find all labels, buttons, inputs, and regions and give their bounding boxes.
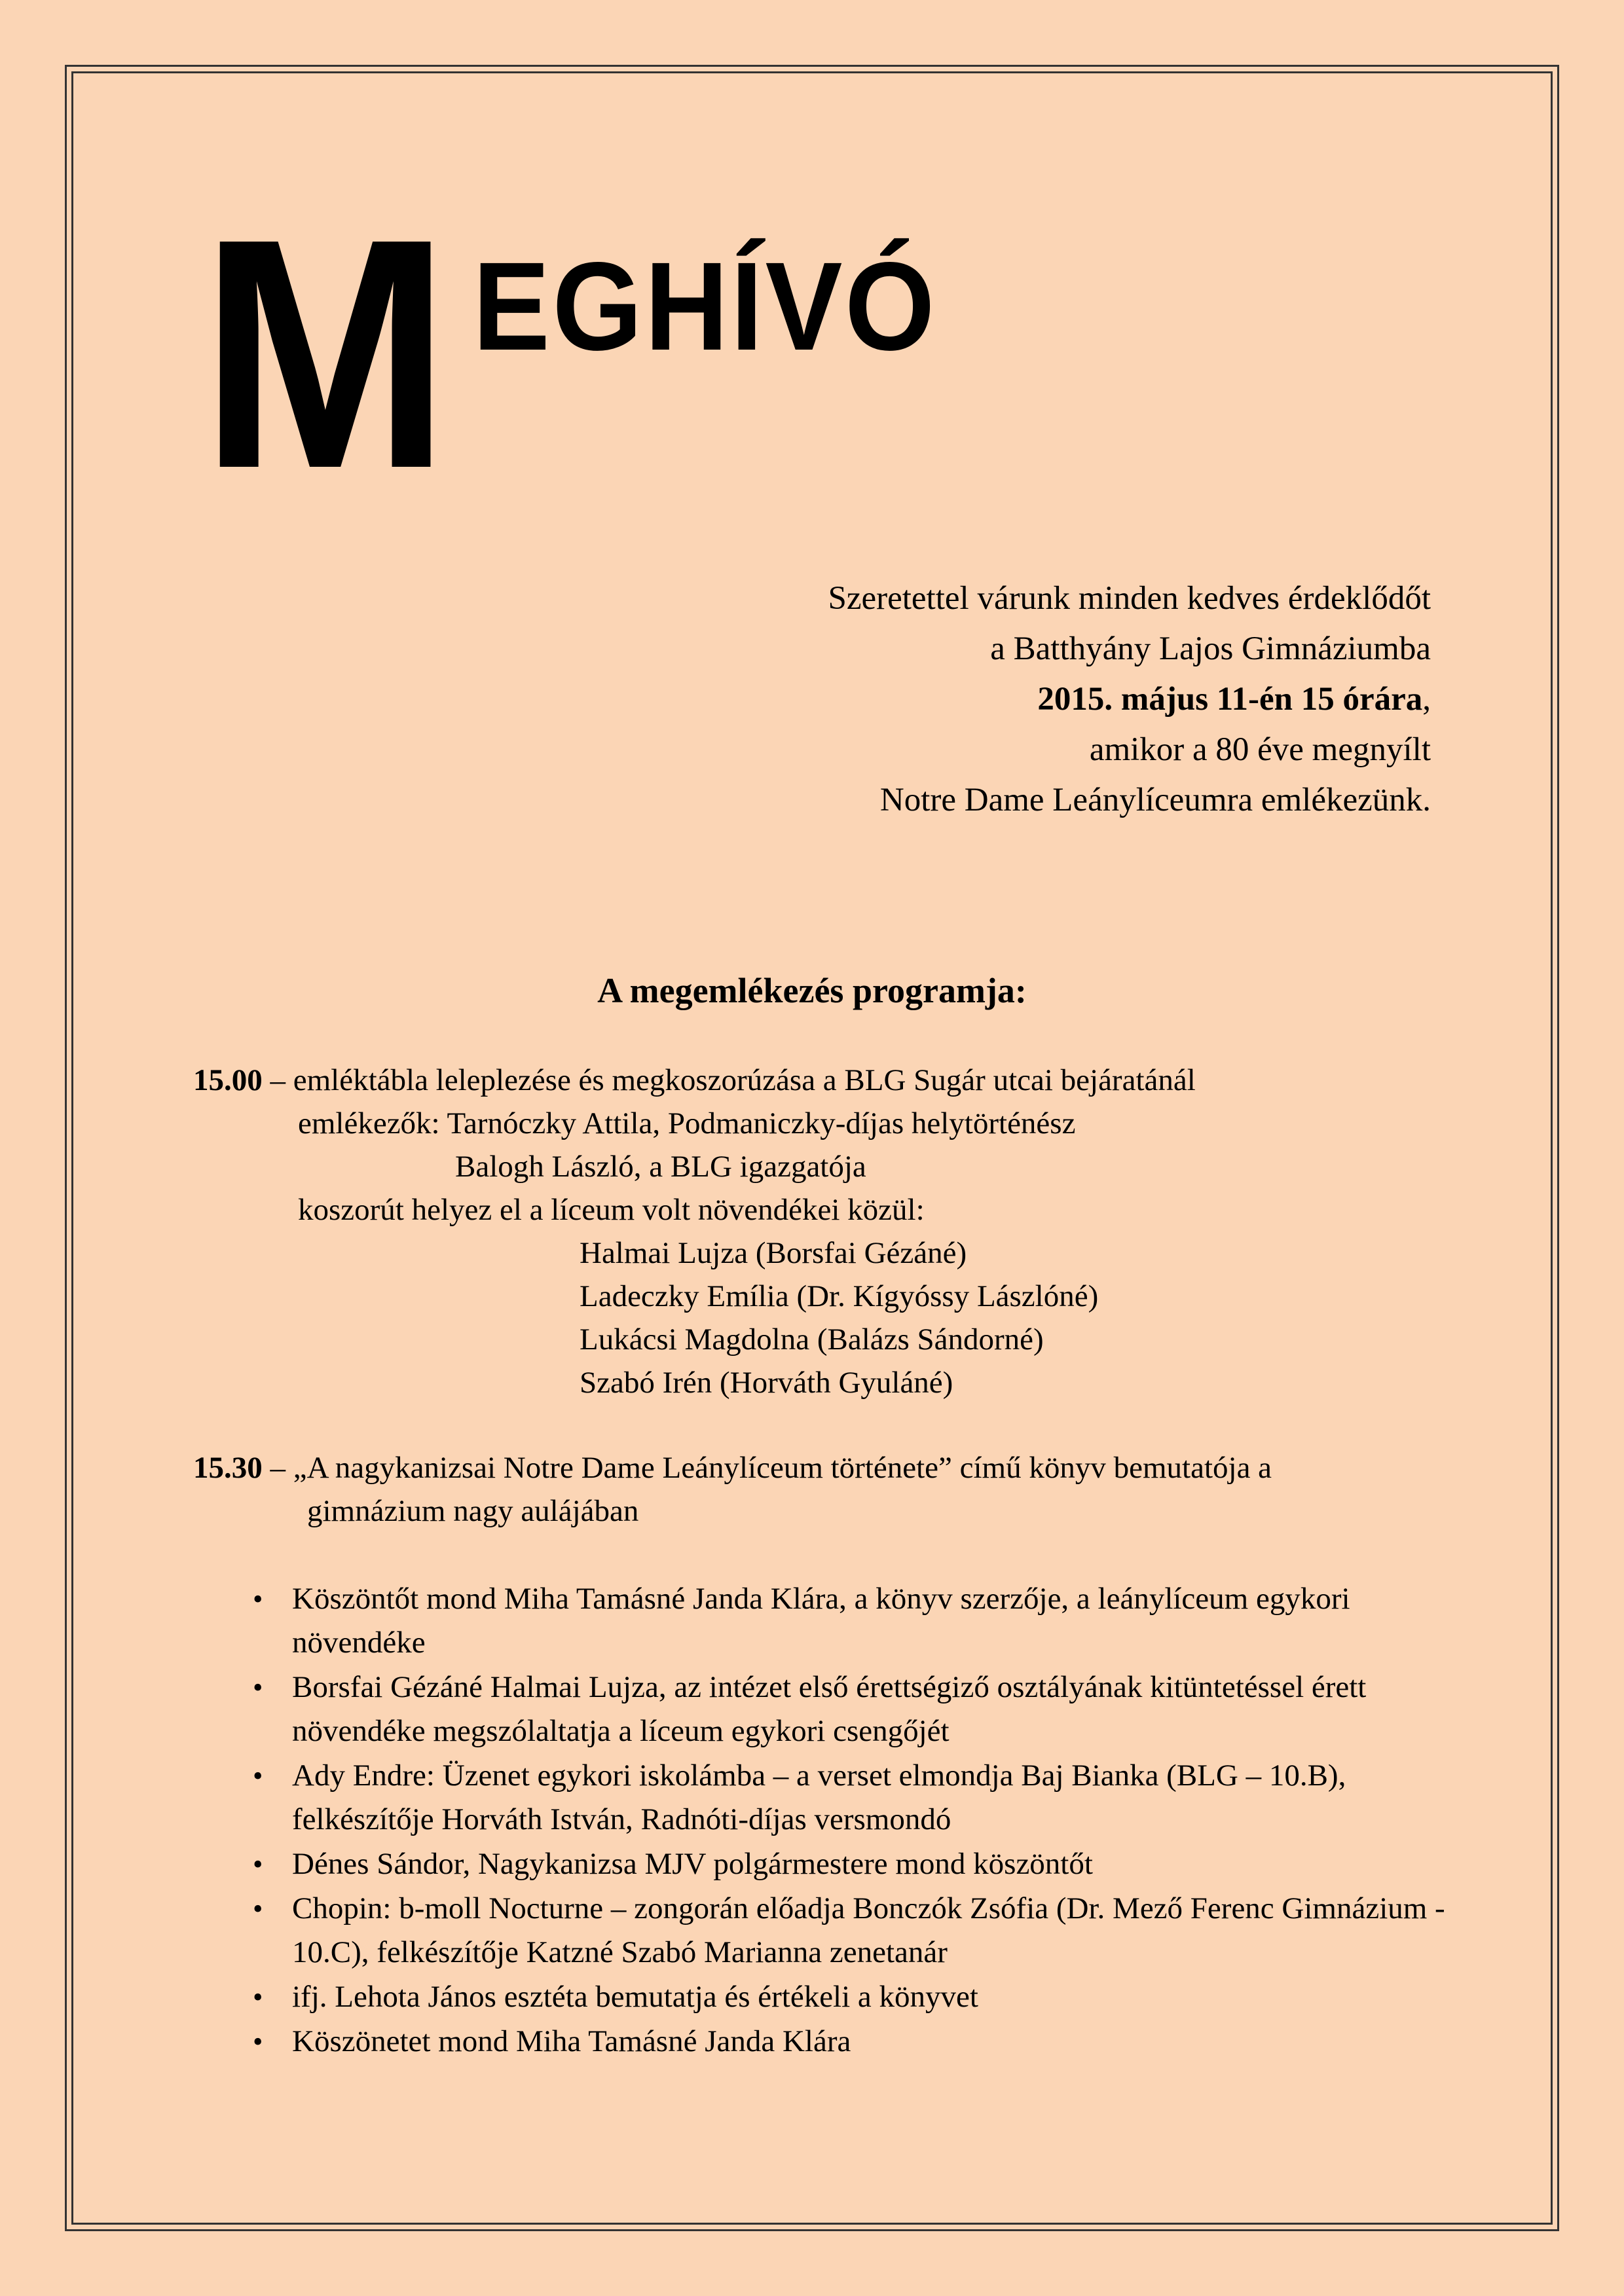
bullet-icon: • — [253, 1760, 263, 1792]
speakers-line-1: emlékezők: Tarnóczky Attila, Podmaniczky-díjas helytörténész — [298, 1106, 1076, 1140]
title-rest: EGHÍVÓ — [473, 236, 938, 376]
wreath-name-1: Halmai Lujza (Borsfai Gézáné) — [580, 1236, 967, 1270]
bullet-icon: • — [253, 1893, 263, 1925]
event-date: 2015. május 11-én 15 órára — [1037, 681, 1423, 718]
list-item-text: Dénes Sándor, Nagykanizsa MJV polgármestere mond köszöntőt — [292, 1847, 1093, 1881]
intro-line-2: a Batthyány Lajos Gimnáziumba — [990, 630, 1431, 667]
program-item-2-text: – „A nagykanizsai Notre Dame Leánylíceum története” című könyv bemutatója a — [262, 1451, 1272, 1485]
bullet-icon: • — [253, 1583, 263, 1615]
program-item-1-time: 15.00 — [193, 1063, 263, 1097]
list-item-text: Chopin: b-moll Nocturne – zongorán előadja Bonczók Zsófia (Dr. Mező Ferenc Gimnázium - 10.C), felkészítője Katzné Szabó Marianna zenetanár — [292, 1891, 1445, 1969]
wreath-name-4: Szabó Irén (Horváth Gyuláné) — [580, 1366, 953, 1400]
wreath-name-3: Lukácsi Magdolna (Balázs Sándorné) — [580, 1322, 1044, 1357]
bullet-icon: • — [253, 1981, 263, 2013]
wreath-intro: koszorút helyez el a líceum volt növendékei közül: — [298, 1193, 925, 1227]
program-bullet-list — [253, 1577, 1464, 2064]
list-item — [253, 1975, 1464, 2019]
list-item — [253, 1577, 1464, 1665]
wreath-name-2: Ladeczky Emília (Dr. Kígyóssy Lászlóné) — [580, 1279, 1099, 1313]
program-title: A megemlékezés programja: — [597, 971, 1027, 1010]
list-item-text: Borsfai Gézáné Halmai Lujza, az intézet első érettségiző osztályának kitüntetéssel érett növendéke megszólaltatja a líceum egykori csengőjét — [292, 1670, 1367, 1748]
program-item-2-text-cont: gimnázium nagy aulájában — [307, 1494, 639, 1528]
program-item-2 — [193, 1446, 1272, 1489]
speakers-line-2: Balogh László, a BLG igazgatója — [455, 1150, 866, 1184]
bullet-icon: • — [253, 1671, 263, 1704]
invitation-intro — [828, 574, 1431, 826]
title-initial: M — [200, 170, 451, 536]
list-item — [253, 1842, 1464, 1886]
list-item-text: Ady Endre: Üzenet egykori iskolámba – a verset elmondja Baj Bianka (BLG – 10.B), felkészítője Horváth István, Radnóti-díjas versmondó — [292, 1758, 1346, 1836]
intro-line-1: Szeretettel várunk minden kedves érdeklődőt — [828, 580, 1431, 617]
list-item-text: Köszönetet mond Miha Tamásné Janda Klára — [292, 2024, 851, 2058]
list-item — [253, 2020, 1464, 2064]
list-item — [253, 1666, 1464, 1753]
list-item — [253, 1754, 1464, 1842]
bullet-icon: • — [253, 2026, 263, 2058]
intro-line-5: Notre Dame Leánylíceumra emlékezünk. — [879, 782, 1431, 818]
intro-line-3 — [828, 674, 1431, 725]
program-item-2-time: 15.30 — [193, 1451, 263, 1485]
bullet-icon: • — [253, 1848, 263, 1880]
program-item-1 — [193, 1059, 1196, 1102]
list-item-text: Köszöntőt mond Miha Tamásné Janda Klára, a könyv szerzője, a leánylíceum egykori növendéke — [292, 1582, 1350, 1660]
intro-line-4: amikor a 80 éve megnyílt — [1089, 731, 1431, 768]
list-item — [253, 1887, 1464, 1975]
list-item-text: ifj. Lehota János esztéta bemutatja és értékeli a könyvet — [292, 1980, 978, 2014]
event-date-tail: , — [1422, 681, 1431, 718]
program-item-1-text: – emléktábla leleplezése és megkoszorúzása a BLG Sugár utcai bejáratánál — [262, 1063, 1196, 1097]
